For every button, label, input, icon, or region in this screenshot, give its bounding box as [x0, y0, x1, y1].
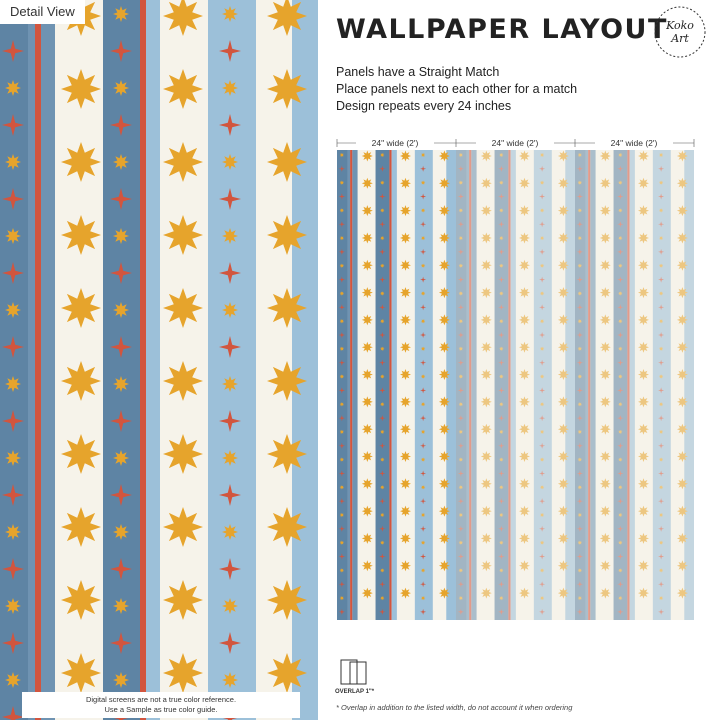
gold-star [61, 142, 101, 182]
gold-star [638, 314, 649, 325]
gold-star [638, 478, 649, 489]
gold-star [600, 560, 611, 571]
gold-star [439, 342, 450, 353]
gold-star [481, 151, 492, 162]
gold-star [222, 80, 238, 96]
gold-star [113, 228, 129, 244]
stripe [469, 150, 471, 620]
gold-star [519, 451, 530, 462]
stripe [415, 150, 433, 620]
gold-star [222, 450, 238, 466]
gold-star [677, 560, 688, 571]
wallpaper-pattern-detail [0, 0, 318, 720]
gold-star [600, 506, 611, 517]
stripe [590, 150, 595, 620]
stripe [41, 0, 55, 720]
gold-star [600, 205, 611, 216]
gold-star [222, 598, 238, 614]
info-repeat: Design repeats every 24 inches [336, 99, 512, 113]
gold-star [439, 478, 450, 489]
gold-star [5, 672, 21, 688]
gold-star [267, 142, 307, 182]
gold-star [519, 287, 530, 298]
gold-star [5, 302, 21, 318]
gold-star [400, 314, 411, 325]
gold-star [558, 314, 569, 325]
gold-star [222, 228, 238, 244]
gold-star [113, 524, 129, 540]
detail-view-label: Detail View [0, 0, 85, 24]
gold-star [439, 287, 450, 298]
gold-star [439, 506, 450, 517]
gold-star [600, 424, 611, 435]
gold-star [113, 6, 129, 22]
gold-star [481, 451, 492, 462]
stripe [446, 150, 456, 620]
stripe [630, 150, 635, 620]
gold-star [400, 451, 411, 462]
gold-star [638, 205, 649, 216]
gold-star [400, 560, 411, 571]
stripe [352, 150, 357, 620]
gold-star [677, 342, 688, 353]
gold-star [519, 588, 530, 599]
gold-star [481, 178, 492, 189]
gold-star [400, 151, 411, 162]
gold-star [5, 80, 21, 96]
stripe [614, 150, 628, 620]
gold-star [439, 151, 450, 162]
gold-star [519, 314, 530, 325]
stripe [684, 150, 694, 620]
gold-star [481, 560, 492, 571]
gold-star [400, 205, 411, 216]
stripe [565, 150, 575, 620]
gold-star [481, 260, 492, 271]
gold-star [113, 80, 129, 96]
gold-star [677, 424, 688, 435]
gold-star [222, 154, 238, 170]
gold-star [481, 588, 492, 599]
gold-star [638, 506, 649, 517]
gold-star [400, 260, 411, 271]
gold-star [113, 376, 129, 392]
gold-star [519, 205, 530, 216]
gold-star [677, 151, 688, 162]
gold-star [519, 478, 530, 489]
wallpaper-layout-preview [337, 150, 694, 620]
overlap-icon [339, 658, 369, 686]
gold-star [638, 424, 649, 435]
gold-star [362, 151, 373, 162]
stripe [588, 150, 590, 620]
svg-text:Koko: Koko [666, 19, 694, 32]
gold-star [163, 361, 203, 401]
gold-star [113, 450, 129, 466]
gold-star [439, 178, 450, 189]
gold-star [638, 560, 649, 571]
gold-star [267, 215, 307, 255]
gold-star [519, 560, 530, 571]
stripe [35, 0, 41, 720]
gold-star [362, 424, 373, 435]
gold-star [519, 151, 530, 162]
stripe [376, 150, 390, 620]
gold-star [558, 424, 569, 435]
gold-star [5, 228, 21, 244]
svg-text:Art: Art [671, 32, 689, 45]
wallpaper-pattern-layout [337, 150, 694, 620]
gold-star [5, 524, 21, 540]
info-placement: Place panels next to each other for a match [336, 82, 578, 96]
gold-star [558, 451, 569, 462]
gold-star [481, 287, 492, 298]
gold-star [638, 260, 649, 271]
gold-star [113, 302, 129, 318]
gold-star [222, 672, 238, 688]
gold-star [519, 260, 530, 271]
brand-logo [652, 4, 708, 60]
gold-star [600, 151, 611, 162]
gold-star [558, 560, 569, 571]
gold-star [61, 653, 101, 693]
stripe [347, 150, 350, 620]
gold-star [558, 151, 569, 162]
gold-star [439, 451, 450, 462]
gold-star [400, 342, 411, 353]
gold-star [5, 376, 21, 392]
gold-star [439, 205, 450, 216]
gold-star [163, 69, 203, 109]
gold-star [267, 434, 307, 474]
gold-star [481, 506, 492, 517]
gold-star [439, 260, 450, 271]
stripe [534, 150, 552, 620]
gold-star [400, 287, 411, 298]
gold-star [558, 260, 569, 271]
gold-star [558, 287, 569, 298]
gold-star [638, 178, 649, 189]
gold-star [163, 142, 203, 182]
gold-star [439, 560, 450, 571]
gold-star [267, 507, 307, 547]
gold-star [400, 178, 411, 189]
gold-star [113, 672, 129, 688]
gold-star [677, 205, 688, 216]
gold-star [677, 451, 688, 462]
gold-star [677, 178, 688, 189]
stripe [575, 150, 585, 620]
gold-star [439, 588, 450, 599]
gold-star [222, 302, 238, 318]
gold-star [267, 580, 307, 620]
gold-star [558, 588, 569, 599]
gold-star [362, 260, 373, 271]
color-disclaimer [22, 692, 300, 718]
stripe [585, 150, 588, 620]
stripe [511, 150, 516, 620]
stripe [495, 150, 509, 620]
gold-star [267, 69, 307, 109]
stripe [140, 0, 146, 720]
stripe [350, 150, 352, 620]
gold-star [481, 342, 492, 353]
stripe [292, 0, 318, 720]
panel-info [336, 64, 577, 115]
gold-star [558, 178, 569, 189]
stripe [337, 150, 347, 620]
gold-star [222, 376, 238, 392]
gold-star [362, 560, 373, 571]
gold-star [5, 154, 21, 170]
gold-star [362, 287, 373, 298]
gold-star [600, 260, 611, 271]
gold-star [113, 598, 129, 614]
gold-star [163, 288, 203, 328]
gold-star [5, 450, 21, 466]
gold-star [439, 424, 450, 435]
gold-star [61, 215, 101, 255]
gold-star [600, 342, 611, 353]
gold-star [61, 434, 101, 474]
gold-star [519, 506, 530, 517]
gold-star [400, 506, 411, 517]
gold-star [362, 451, 373, 462]
stripe [508, 150, 510, 620]
gold-star [163, 507, 203, 547]
stripe [208, 0, 256, 720]
gold-star [222, 6, 238, 22]
gold-star [400, 478, 411, 489]
gold-star [163, 215, 203, 255]
gold-star [5, 598, 21, 614]
gold-star [481, 424, 492, 435]
panel-label-3: 24" wide (2') [610, 138, 658, 148]
gold-star [558, 506, 569, 517]
gold-star [558, 205, 569, 216]
gold-star [163, 580, 203, 620]
gold-star [677, 287, 688, 298]
gold-star [267, 361, 307, 401]
gold-star [519, 424, 530, 435]
gold-star [481, 478, 492, 489]
panel-label-1: 24" wide (2') [371, 138, 419, 148]
gold-star [362, 478, 373, 489]
stripe [471, 150, 476, 620]
gold-star [558, 342, 569, 353]
gold-star [638, 151, 649, 162]
detail-view [0, 0, 318, 720]
stripe [389, 150, 391, 620]
gold-star [362, 314, 373, 325]
overlap-note: * Overlap in addition to the listed width, do not account it when ordering [336, 703, 573, 712]
page-title: WALLPAPER LAYOUT [336, 14, 668, 45]
gold-star [600, 178, 611, 189]
gold-star [362, 506, 373, 517]
disclaimer-line-2: Use a Sample as true color guide. [104, 705, 218, 714]
stripe [466, 150, 469, 620]
gold-star [113, 154, 129, 170]
gold-star [638, 342, 649, 353]
gold-star [61, 69, 101, 109]
info-straight-match: Panels have a Straight Match [336, 65, 500, 79]
gold-star [519, 342, 530, 353]
gold-star [362, 588, 373, 599]
stripe [0, 0, 28, 720]
gold-star [222, 524, 238, 540]
gold-star [362, 205, 373, 216]
gold-star [61, 361, 101, 401]
gold-star [61, 580, 101, 620]
panel-label-2: 24" wide (2') [491, 138, 539, 148]
gold-star [638, 287, 649, 298]
gold-star [519, 178, 530, 189]
gold-star [677, 506, 688, 517]
gold-star [600, 287, 611, 298]
gold-star [600, 588, 611, 599]
gold-star [677, 260, 688, 271]
gold-star [481, 205, 492, 216]
gold-star [267, 653, 307, 693]
gold-star [362, 178, 373, 189]
overlap-label: OVERLAP 1"* [335, 689, 375, 695]
gold-star [638, 451, 649, 462]
disclaimer-line-1: Digital screens are not a true color reference. [85, 695, 237, 704]
gold-star [400, 588, 411, 599]
gold-star [163, 434, 203, 474]
stripe [653, 150, 671, 620]
gold-star [638, 588, 649, 599]
stripe [456, 150, 466, 620]
gold-star [677, 314, 688, 325]
gold-star [600, 451, 611, 462]
gold-star [439, 314, 450, 325]
gold-star [267, 288, 307, 328]
gold-star [362, 342, 373, 353]
gold-star [677, 478, 688, 489]
gold-star [558, 478, 569, 489]
gold-star [677, 588, 688, 599]
gold-star [600, 314, 611, 325]
stripe [28, 0, 35, 720]
gold-star [61, 288, 101, 328]
gold-star [600, 478, 611, 489]
stripe [146, 0, 160, 720]
gold-star [61, 507, 101, 547]
gold-star [400, 424, 411, 435]
gold-star [481, 314, 492, 325]
stripe [392, 150, 397, 620]
stripe [627, 150, 629, 620]
gold-star [163, 653, 203, 693]
